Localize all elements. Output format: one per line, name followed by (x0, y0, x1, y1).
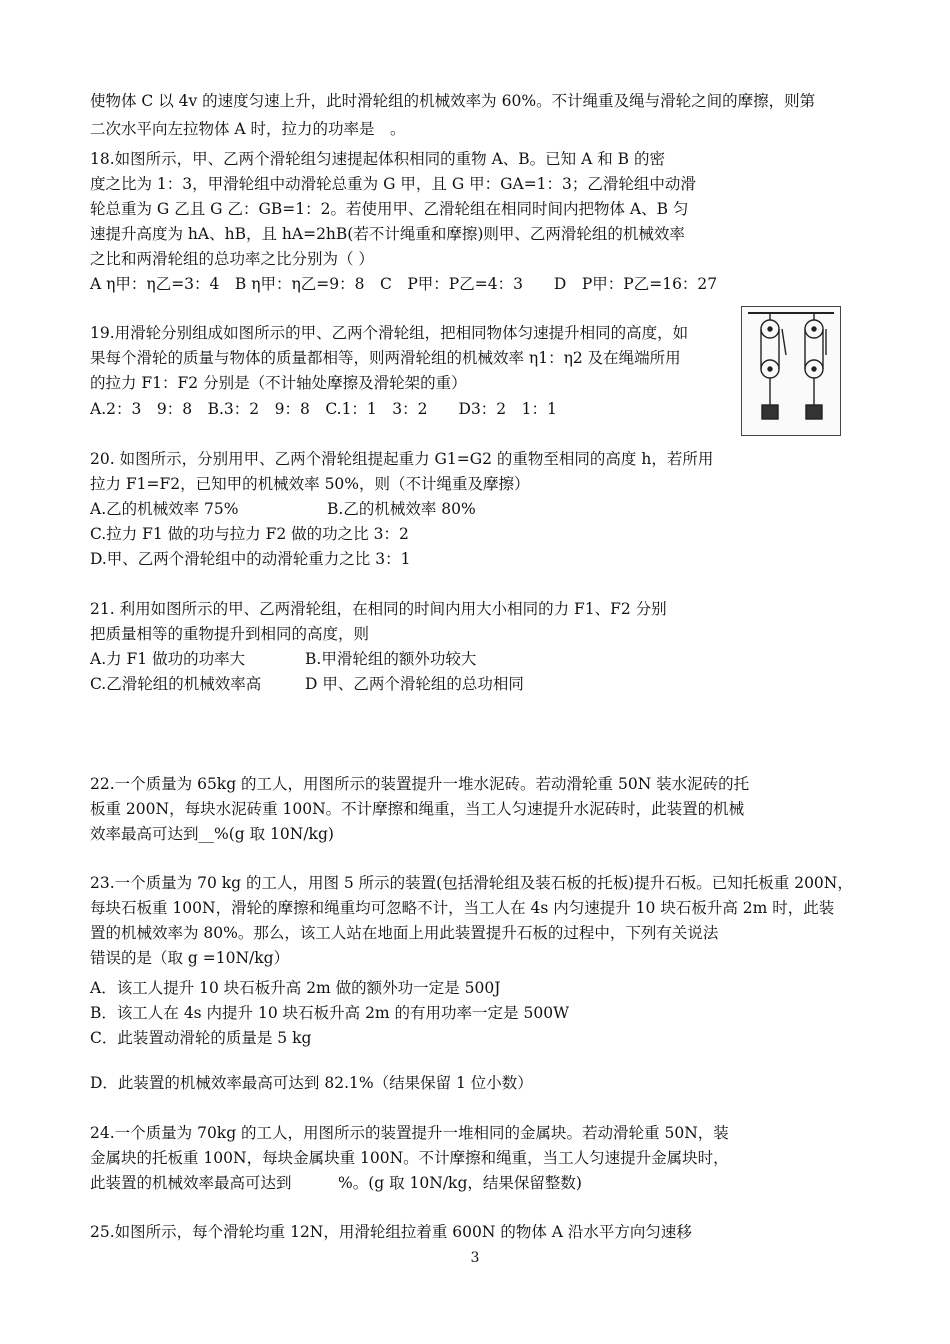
text-line: 使物体 C 以 4v 的速度匀速上升，此时滑轮组的机械效率为 60%。不计绳重及绳与滑轮之间的摩擦，则第 (90, 92, 816, 110)
q23-line: 每块石板重 100N，滑轮的摩擦和绳重均可忽略不计，当工人在 4s 内匀速提升 10 块石板升高 2m 时，此装 (90, 899, 835, 917)
q25-line: 25.如图所示，每个滑轮均重 12N，用滑轮组拉着重 600N 的物体 A 沿水平方向匀速移 (90, 1223, 692, 1241)
q21-option-b: B.甲滑轮组的额外功较大 (305, 650, 477, 668)
q24-line: 24.一个质量为 70kg 的工人，用图所示的装置提升一堆相同的金属块。若动滑轮重 50N，装 (90, 1124, 729, 1142)
q21-line: 把质量相等的重物提升到相同的高度，则 (90, 625, 370, 643)
q23-option-c: C．此装置动滑轮的质量是 5 kg (90, 1029, 312, 1047)
q19-line: 果每个滑轮的质量与物体的质量都相等，则两滑轮组的机械效率 η1：η2 及在绳端所用 (90, 349, 681, 367)
page-number: 3 (470, 1250, 480, 1266)
q18-options: A η甲：η乙=3：4 B η甲：η乙=9：8 C P甲：P乙=4：3 D P甲：P乙=16：27 (90, 275, 718, 293)
q19-line: 的拉力 F1：F2 分别是（不计轴处摩擦及滑轮架的重） (90, 374, 467, 392)
q18-line: 度之比为 1：3，甲滑轮组中动滑轮总重为 G 甲，且 G 甲：GA=1：3；乙滑轮组中动滑 (90, 175, 696, 193)
q20-option-c: C.拉力 F1 做的功与拉力 F2 做的功之比 3：2 (90, 525, 409, 543)
q21-line: 21. 利用如图所示的甲、乙两滑轮组，在相同的时间内用大小相同的力 F1、F2 分别 (90, 600, 667, 618)
q21-option-d: D 甲、乙两个滑轮组的总功相同 (305, 675, 524, 693)
q22-line: 22.一个质量为 65kg 的工人，用图所示的装置提升一堆水泥砖。若动滑轮重 50N 装水泥砖的托 (90, 775, 750, 793)
q21-option-a: A.力 F1 做功的功率大 (90, 650, 246, 668)
q23-option-d: D．此装置的机械效率最高可达到 82.1%（结果保留 1 位小数） (90, 1074, 533, 1092)
pulley-figure (741, 306, 841, 436)
q22-line: 板重 200N，每块水泥砖重 100N。不计摩擦和绳重，当工人匀速提升水泥砖时，此装置的机械 (90, 800, 745, 818)
pulley-diagram (742, 307, 840, 435)
q23-line: 错误的是（取 g =10N/kg） (90, 949, 290, 967)
q20-option-b: B.乙的机械效率 80% (327, 500, 476, 518)
q23-option-b: B．该工人在 4s 内提升 10 块石板升高 2m 的有用功率一定是 500W (90, 1004, 569, 1022)
q18-line: 18.如图所示，甲、乙两个滑轮组匀速提起体积相同的重物 A、B。已知 A 和 B 的密 (90, 150, 665, 168)
q23-line: 置的机械效率为 80%。那么，该工人站在地面上用此装置提升石板的过程中，下列有关说法 (90, 924, 719, 942)
q20-line: 20. 如图所示，分别用甲、乙两个滑轮组提起重力 G1=G2 的重物至相同的高度 h，若所用 (90, 450, 714, 468)
q19-options: A.2：3 9：8 B.3：2 9：8 C.1：1 3：2 D3：2 1：1 (90, 400, 557, 418)
q18-line: 轮总重为 G 乙且 G 乙：GB=1：2。若使用甲、乙滑轮组在相同时间内把物体 A、B 匀 (90, 200, 689, 218)
q19-line: 19.用滑轮分别组成如图所示的甲、乙两个滑轮组，把相同物体匀速提升相同的高度，如 (90, 324, 689, 342)
q24-line: 此装置的机械效率最高可达到 %。(g 取 10N/kg，结果保留整数) (90, 1174, 582, 1192)
q23-option-a: A．该工人提升 10 块石板升高 2m 做的额外功一定是 500J (90, 979, 501, 997)
q18-line: 之比和两滑轮组的总功率之比分别为（ ） (90, 250, 374, 268)
q21-option-c: C.乙滑轮组的机械效率高 (90, 675, 262, 693)
q20-option-a: A.乙的机械效率 75% (90, 500, 239, 518)
q20-option-d: D.甲、乙两个滑轮组中的动滑轮重力之比 3：1 (90, 550, 411, 568)
q22-line: 效率最高可达到__%(g 取 10N/kg) (90, 825, 334, 843)
text-line: 二次水平向左拉物体 A 时，拉力的功率是 。 (90, 120, 406, 138)
q20-line: 拉力 F1=F2，已知甲的机械效率 50%，则（不计绳重及摩擦） (90, 475, 530, 493)
q18-line: 速提升高度为 hA、hB，且 hA=2hB(若不计绳重和摩擦)则甲、乙两滑轮组的机械效率 (90, 225, 685, 243)
q24-line: 金属块的托板重 100N，每块金属块重 100N。不计摩擦和绳重，当工人匀速提升金属块时， (90, 1149, 729, 1167)
q23-line: 23.一个质量为 70 kg 的工人，用图 5 所示的装置(包括滑轮组及装石板的托板)提升石板。已知托板重 200N， (90, 874, 853, 892)
